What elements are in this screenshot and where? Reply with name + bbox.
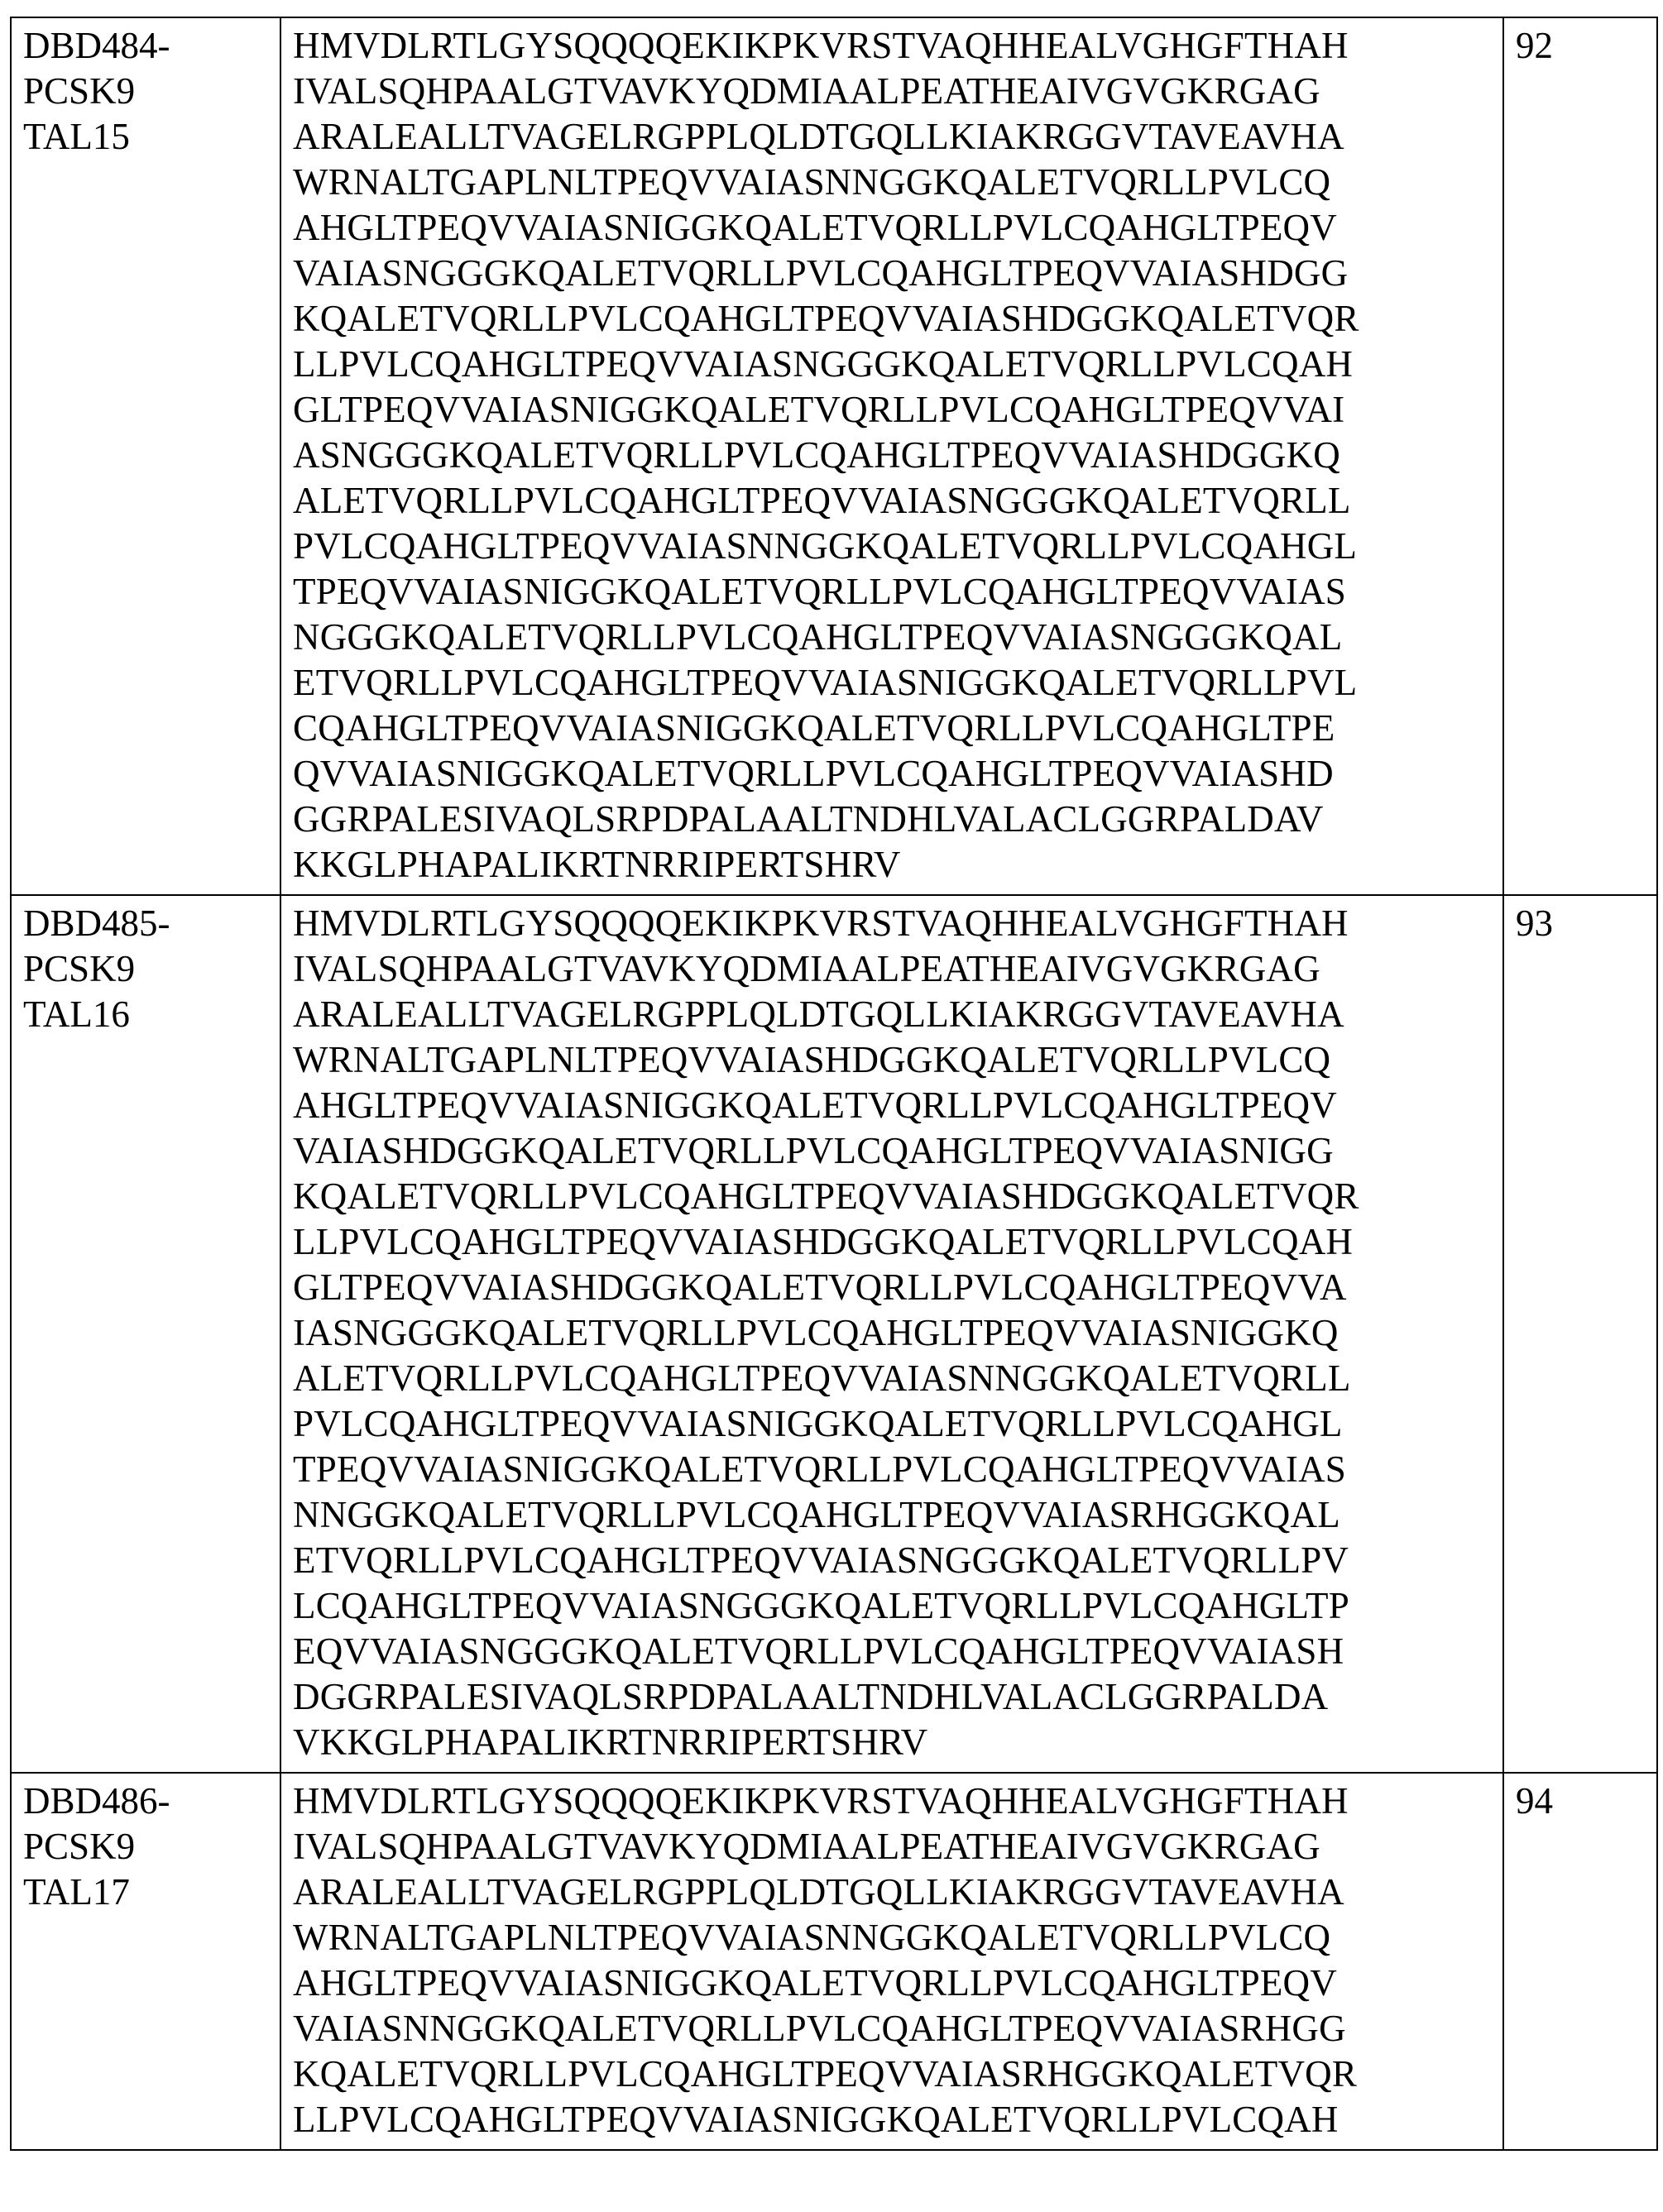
sequence-line: TPEQVVAIASNIGGKQALETVQRLLPVLCQAHGLTPEQVVAIAS bbox=[293, 1447, 1494, 1492]
sequence-line: KKGLPHAPALIKRTNRRIPERTSHRV bbox=[293, 842, 1494, 888]
construct-name-line: PCSK9 bbox=[23, 946, 271, 992]
seq-id-number: 92 bbox=[1516, 23, 1648, 69]
sequence-cell bbox=[280, 17, 1503, 895]
construct-name-line: DBD484- bbox=[23, 23, 271, 69]
sequence-line: VAIASNGGGKQALETVQRLLPVLCQAHGLTPEQVVAIASHDGG bbox=[293, 251, 1494, 296]
construct-name-line: TAL16 bbox=[23, 992, 271, 1037]
construct-name-line: PCSK9 bbox=[23, 69, 271, 114]
sequence-line: KQALETVQRLLPVLCQAHGLTPEQVVAIASHDGGKQALETVQR bbox=[293, 1174, 1494, 1219]
sequence-line: WRNALTGAPLNLTPEQVVAIASNNGGKQALETVQRLLPVLCQ bbox=[293, 160, 1494, 205]
sequence-line: ARALEALLTVAGELRGPPLQLDTGQLLKIAKRGGVTAVEAVHA bbox=[293, 992, 1494, 1037]
sequence-line: VAIASNNGGKQALETVQRLLPVLCQAHGLTPEQVVAIASRHGG bbox=[293, 2006, 1494, 2052]
sequence-line: PVLCQAHGLTPEQVVAIASNIGGKQALETVQRLLPVLCQAHGL bbox=[293, 1401, 1494, 1447]
sequence-line: EQVVAIASNGGGKQALETVQRLLPVLCQAHGLTPEQVVAIASH bbox=[293, 1629, 1494, 1674]
sequence-line: GLTPEQVVAIASHDGGKQALETVQRLLPVLCQAHGLTPEQVVA bbox=[293, 1265, 1494, 1310]
sequence-line: ALETVQRLLPVLCQAHGLTPEQVVAIASNNGGKQALETVQRLL bbox=[293, 1356, 1494, 1401]
sequence-line: QVVAIASNIGGKQALETVQRLLPVLCQAHGLTPEQVVAIASHD bbox=[293, 751, 1494, 797]
sequence-cell bbox=[280, 895, 1503, 1773]
sequence-line: LCQAHGLTPEQVVAIASNGGGKQALETVQRLLPVLCQAHGLTP bbox=[293, 1583, 1494, 1629]
sequence-line: IASNGGGKQALETVQRLLPVLCQAHGLTPEQVVAIASNIGGKQ bbox=[293, 1310, 1494, 1356]
sequence-line: ETVQRLLPVLCQAHGLTPEQVVAIASNGGGKQALETVQRLLPV bbox=[293, 1538, 1494, 1583]
seq-id-number: 94 bbox=[1516, 1779, 1648, 1824]
seq-id-cell bbox=[1503, 895, 1657, 1773]
construct-name-cell bbox=[11, 895, 280, 1773]
seq-id-number: 93 bbox=[1516, 901, 1648, 946]
construct-name-line: PCSK9 bbox=[23, 1824, 271, 1870]
construct-name-line: DBD486- bbox=[23, 1779, 271, 1824]
sequence-line: ASNGGGKQALETVQRLLPVLCQAHGLTPEQVVAIASHDGGKQ bbox=[293, 433, 1494, 478]
sequence-line: NGGGKQALETVQRLLPVLCQAHGLTPEQVVAIASNGGGKQAL bbox=[293, 615, 1494, 660]
sequence-line: IVALSQHPAALGTVAVKYQDMIAALPEATHEAIVGVGKRGAG bbox=[293, 69, 1494, 114]
sequence-line: ALETVQRLLPVLCQAHGLTPEQVVAIASNGGGKQALETVQRLL bbox=[293, 478, 1494, 524]
sequence-line: AHGLTPEQVVAIASNIGGKQALETVQRLLPVLCQAHGLTPEQV bbox=[293, 1083, 1494, 1128]
sequence-line: KQALETVQRLLPVLCQAHGLTPEQVVAIASHDGGKQALETVQR bbox=[293, 296, 1494, 342]
sequence-line: IVALSQHPAALGTVAVKYQDMIAALPEATHEAIVGVGKRGAG bbox=[293, 1824, 1494, 1870]
seq-id-cell bbox=[1503, 17, 1657, 895]
sequence-line: LLPVLCQAHGLTPEQVVAIASNGGGKQALETVQRLLPVLCQAH bbox=[293, 342, 1494, 387]
sequence-line: PVLCQAHGLTPEQVVAIASNNGGKQALETVQRLLPVLCQAHGL bbox=[293, 524, 1494, 569]
sequence-line: VAIASHDGGKQALETVQRLLPVLCQAHGLTPEQVVAIASNIGG bbox=[293, 1128, 1494, 1174]
construct-name-cell bbox=[11, 1773, 280, 2150]
sequence-line: AHGLTPEQVVAIASNIGGKQALETVQRLLPVLCQAHGLTPEQV bbox=[293, 1961, 1494, 2006]
table-row bbox=[11, 1773, 1657, 2150]
construct-name-line: TAL17 bbox=[23, 1870, 271, 1915]
sequence-line: AHGLTPEQVVAIASNIGGKQALETVQRLLPVLCQAHGLTPEQV bbox=[293, 205, 1494, 251]
sequence-line: DGGRPALESIVAQLSRPDPALAALTNDHLVALACLGGRPALDA bbox=[293, 1674, 1494, 1720]
sequence-line: KQALETVQRLLPVLCQAHGLTPEQVVAIASRHGGKQALETVQR bbox=[293, 2052, 1494, 2097]
sequence-line: HMVDLRTLGYSQQQQEKIKPKVRSTVAQHHEALVGHGFTHAH bbox=[293, 901, 1494, 946]
construct-name-line: DBD485- bbox=[23, 901, 271, 946]
sequence-line: VKKGLPHAPALIKRTNRRIPERTSHRV bbox=[293, 1720, 1494, 1765]
sequence-line: ARALEALLTVAGELRGPPLQLDTGQLLKIAKRGGVTAVEAVHA bbox=[293, 1870, 1494, 1915]
construct-name-cell bbox=[11, 17, 280, 895]
sequence-line: HMVDLRTLGYSQQQQEKIKPKVRSTVAQHHEALVGHGFTHAH bbox=[293, 23, 1494, 69]
sequence-line: NNGGKQALETVQRLLPVLCQAHGLTPEQVVAIASRHGGKQAL bbox=[293, 1492, 1494, 1538]
sequence-line: ETVQRLLPVLCQAHGLTPEQVVAIASNIGGKQALETVQRLLPVL bbox=[293, 660, 1494, 706]
table-row bbox=[11, 17, 1657, 895]
sequence-line: LLPVLCQAHGLTPEQVVAIASHDGGKQALETVQRLLPVLCQAH bbox=[293, 1219, 1494, 1265]
sequence-table bbox=[10, 17, 1658, 2151]
sequence-line: LLPVLCQAHGLTPEQVVAIASNIGGKQALETVQRLLPVLCQAH bbox=[293, 2097, 1494, 2143]
sequence-line: CQAHGLTPEQVVAIASNIGGKQALETVQRLLPVLCQAHGLTPE bbox=[293, 706, 1494, 751]
sequence-cell bbox=[280, 1773, 1503, 2150]
sequence-line: TPEQVVAIASNIGGKQALETVQRLLPVLCQAHGLTPEQVVAIAS bbox=[293, 569, 1494, 615]
sequence-line: IVALSQHPAALGTVAVKYQDMIAALPEATHEAIVGVGKRGAG bbox=[293, 946, 1494, 992]
sequence-line: WRNALTGAPLNLTPEQVVAIASNNGGKQALETVQRLLPVLCQ bbox=[293, 1915, 1494, 1961]
sequence-line: GLTPEQVVAIASNIGGKQALETVQRLLPVLCQAHGLTPEQVVAI bbox=[293, 387, 1494, 433]
table-row bbox=[11, 895, 1657, 1773]
seq-id-cell bbox=[1503, 1773, 1657, 2150]
sequence-line: GGRPALESIVAQLSRPDPALAALTNDHLVALACLGGRPALDAV bbox=[293, 797, 1494, 842]
construct-name-line: TAL15 bbox=[23, 114, 271, 160]
sequence-line: HMVDLRTLGYSQQQQEKIKPKVRSTVAQHHEALVGHGFTHAH bbox=[293, 1779, 1494, 1824]
sequence-line: ARALEALLTVAGELRGPPLQLDTGQLLKIAKRGGVTAVEAVHA bbox=[293, 114, 1494, 160]
sequence-line: WRNALTGAPLNLTPEQVVAIASHDGGKQALETVQRLLPVLCQ bbox=[293, 1037, 1494, 1083]
